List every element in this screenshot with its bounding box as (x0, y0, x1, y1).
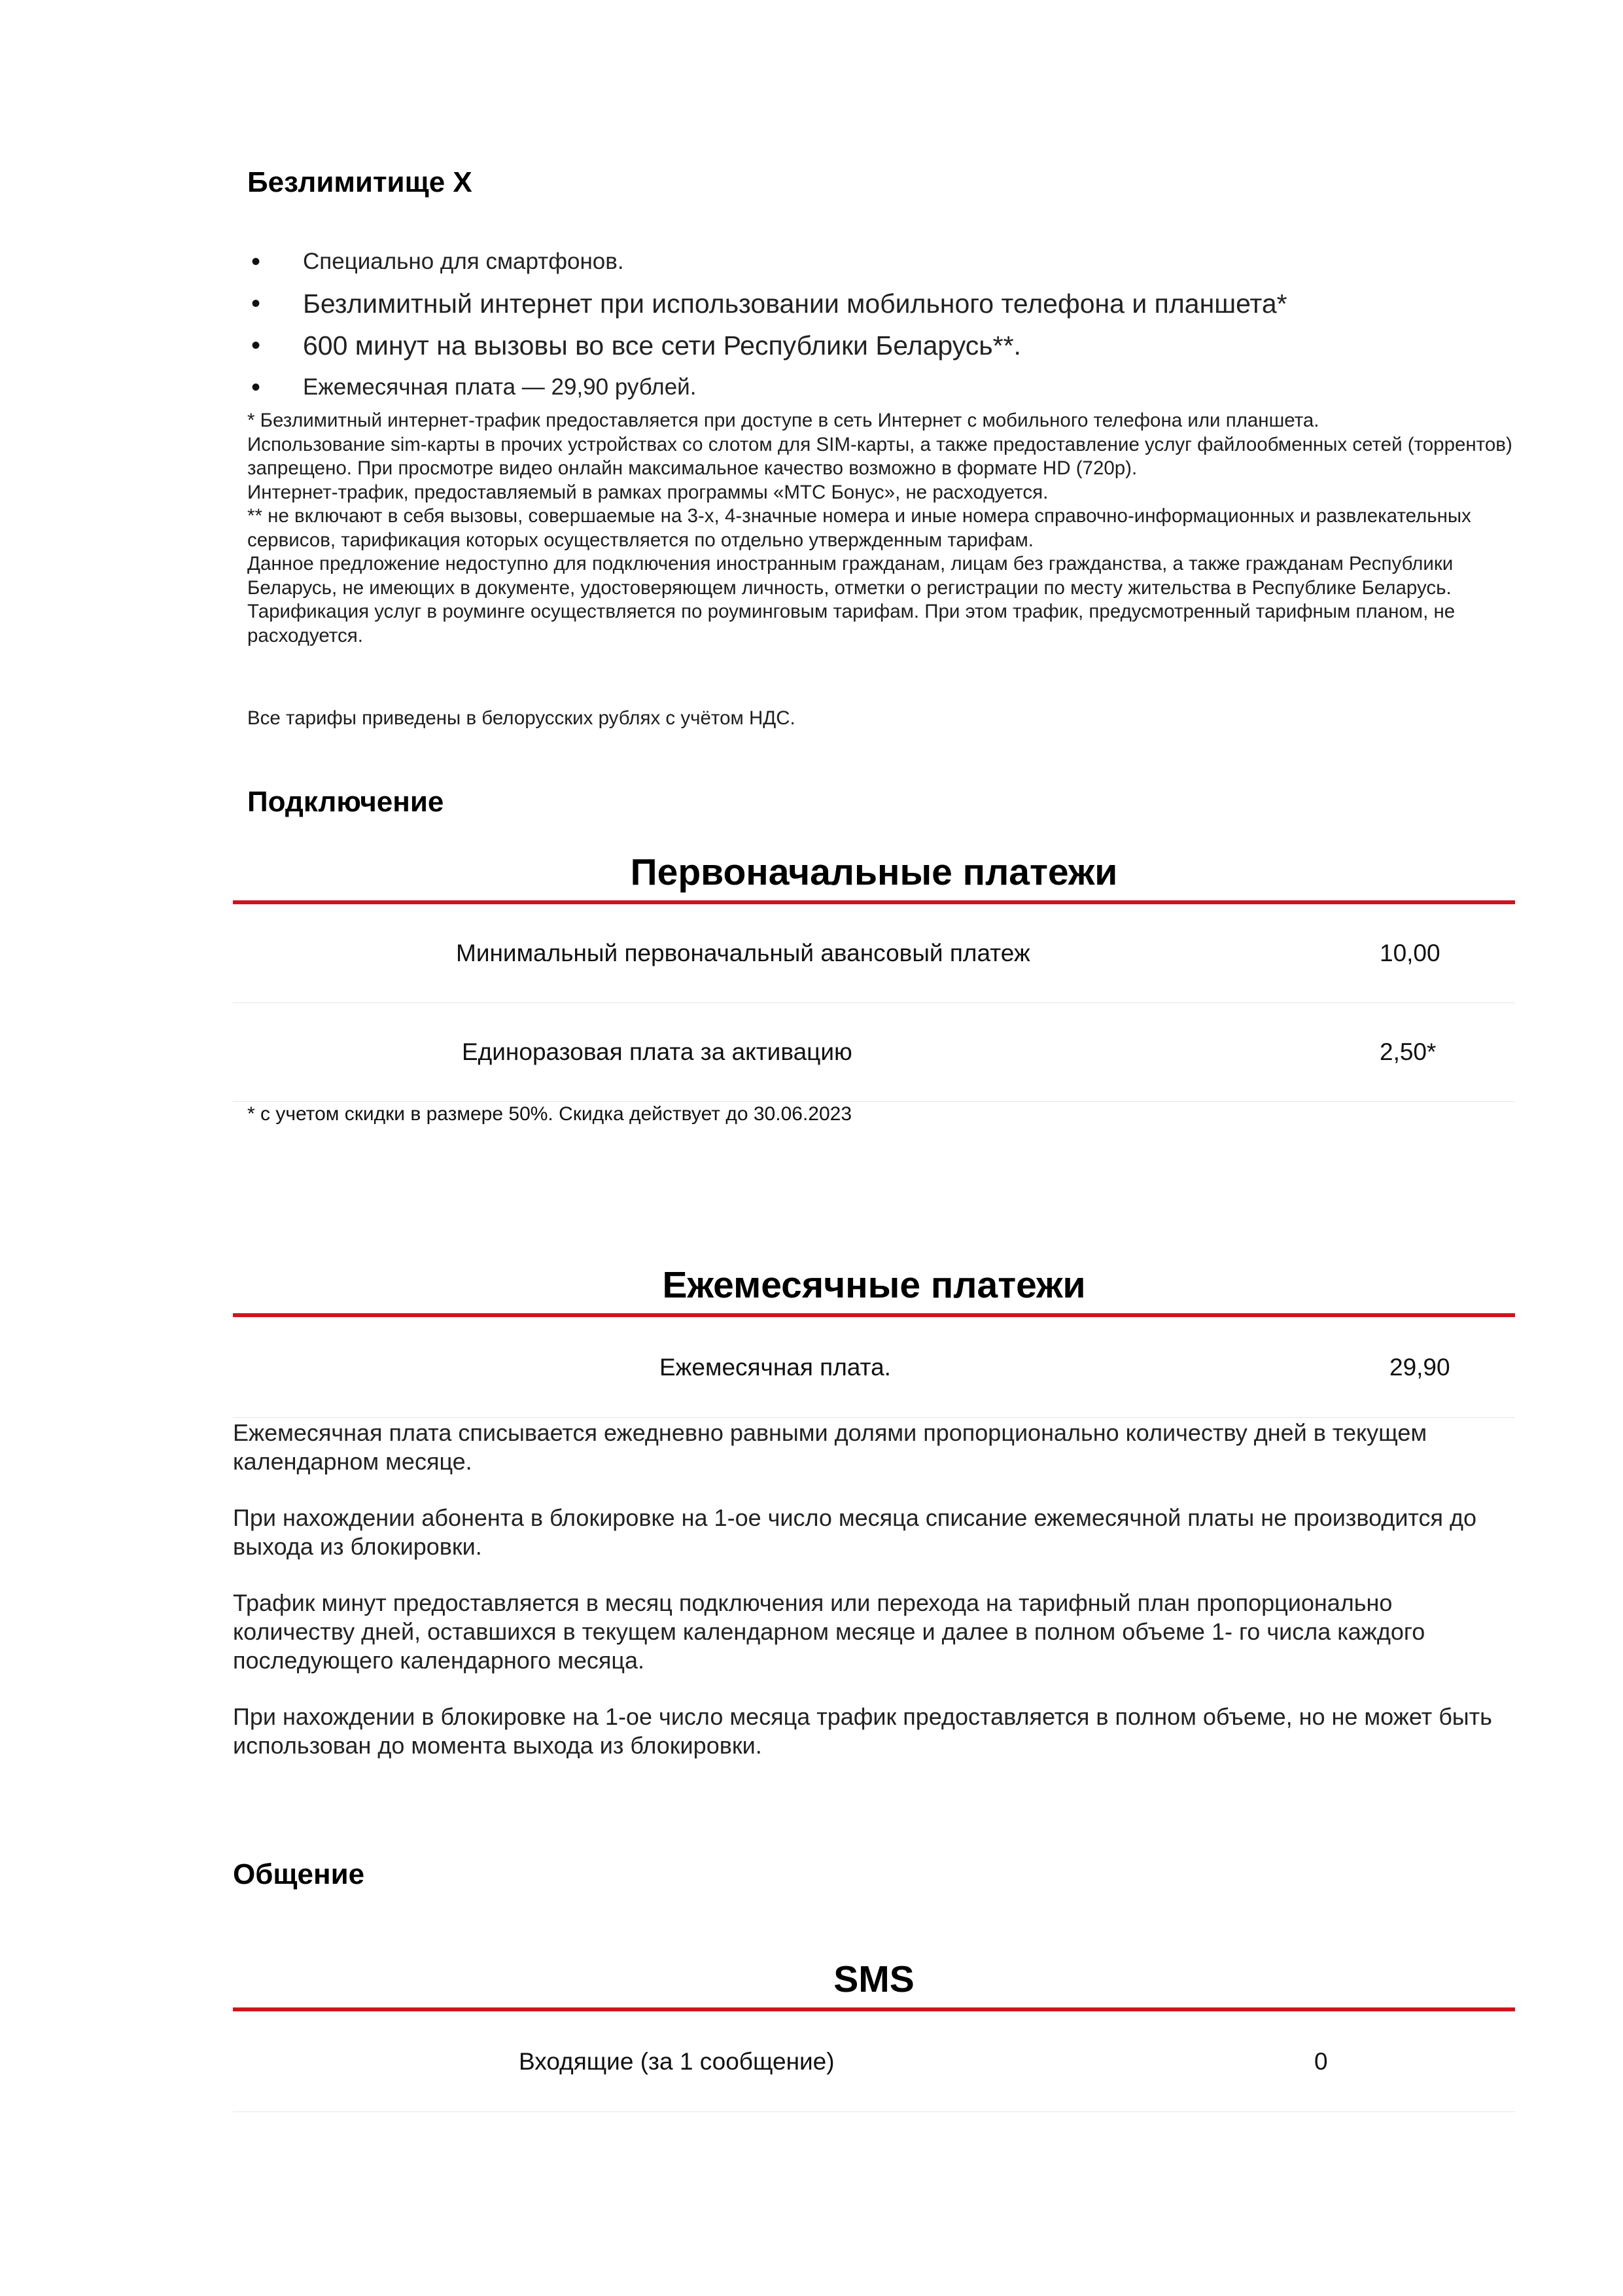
row-value: 10,00 (1380, 940, 1440, 966)
table-row (233, 904, 1515, 1003)
terms-paragraph: Ежемесячная плата списывается ежедневно равными долями пропорционально количеству дней в текущем календарном месяце. (233, 1419, 1427, 1475)
footnote-text: * Безлимитный интернет-трафик предоставляется при доступе в сеть Интернет с мобильного телефона или планшета. (247, 410, 1319, 431)
terms-paragraph: Трафик минут предоставляется в месяц подключения или перехода на тарифный план пропорционально количеству дней, оставшихся в текущем календарном месяце и далее в полном объеме 1- го числа каждого последующего календарного месяца. (233, 1589, 1425, 1674)
initial-payments-table (233, 849, 1515, 1102)
feature-list (247, 241, 1490, 408)
bullet-icon: • (251, 247, 261, 276)
footnote-text: Тарификация услуг в роуминге осуществляется по роуминговым тарифам. При этом трафик, предусмотренный тарифным планом, не расходуется. (247, 601, 1456, 646)
sms-table (233, 1956, 1515, 2112)
communication-heading: Общение (233, 1858, 365, 1890)
footnote-text: Данное предложение недоступно для подключения иностранным гражданам, лицам без гражданства, а также гражданам Республики Беларусь, не имеющих в документе, удостоверяющем личность, отметки о регистрации по месту жительства в Республике Беларусь. (247, 553, 1454, 599)
footnote-text: Использование sim-карты в прочих устройствах со слотом для SIM-карты, а также предоставление услуг файлообменных сетей (торрентов) запрещено. При просмотре видео онлайн максимальное качество возможно в формате HD (720p). (247, 433, 1512, 479)
row-value: 0 (1314, 2047, 1328, 2075)
feature-item (247, 325, 1490, 366)
footnote-text: Интернет-трафик, предоставляемый в рамках программы «МТС Бонус», не расходуется. (247, 481, 1049, 503)
row-value: 2,50* (1380, 1038, 1437, 1065)
monthly-payment-terms (233, 1419, 1515, 1788)
feature-item (247, 283, 1490, 325)
discount-footnote: * с учетом скидки в размере 50%. Скидка действует до 30.06.2023 (247, 1103, 852, 1125)
tariff-title: Безлимитище Х (247, 166, 472, 198)
feature-item (247, 241, 1490, 283)
row-label: Входящие (за 1 сообщение) (519, 2047, 835, 2075)
monthly-payments-table (233, 1262, 1515, 1418)
table-row (233, 1003, 1515, 1102)
sms-title: SMS (833, 1958, 915, 2000)
feature-text: Безлимитный интернет при использовании мобильного телефона и планшета* (303, 289, 1287, 319)
row-label: Единоразовая плата за активацию (462, 1038, 852, 1065)
bullet-icon: • (251, 373, 261, 402)
bullet-icon: • (251, 289, 261, 318)
feature-text: Специально для смартфонов. (303, 249, 624, 274)
feature-item (247, 366, 1490, 408)
row-value: 29,90 (1389, 1353, 1450, 1381)
table-row (233, 1317, 1515, 1418)
initial-payments-title: Первоначальные платежи (630, 851, 1118, 893)
row-label: Ежемесячная плата. (659, 1353, 891, 1381)
monthly-payments-title: Ежемесячные платежи (662, 1264, 1086, 1306)
terms-paragraph: При нахождении в блокировке на 1-ое число месяца трафик предоставляется в полном объеме, но не может быть использован до момента выхода из блокировки. (233, 1703, 1492, 1759)
feature-text: 600 минут на вызовы во все сети Республики Беларусь**. (303, 330, 1021, 361)
bullet-icon: • (251, 331, 261, 360)
row-label: Минимальный первоначальный авансовый платеж (456, 940, 1030, 966)
table-row (233, 2011, 1515, 2112)
feature-text: Ежемесячная плата — 29,90 рублей. (303, 374, 697, 400)
footnotes (247, 409, 1529, 648)
connection-heading: Подключение (247, 786, 444, 818)
terms-paragraph: При нахождении абонента в блокировке на 1-ое число месяца списание ежемесячной платы не производится до выхода из блокировки. (233, 1504, 1477, 1560)
footnote-text: ** не включают в себя вызовы, совершаемые на 3-х, 4-значные номера и иные номера справочно-информационных и развлекательных сервисов, тарификация которых осуществляется по отдельно утвержденным тарифам. (247, 505, 1471, 551)
vat-note: Все тарифы приведены в белорусских рублях с учётом НДС. (247, 707, 795, 729)
